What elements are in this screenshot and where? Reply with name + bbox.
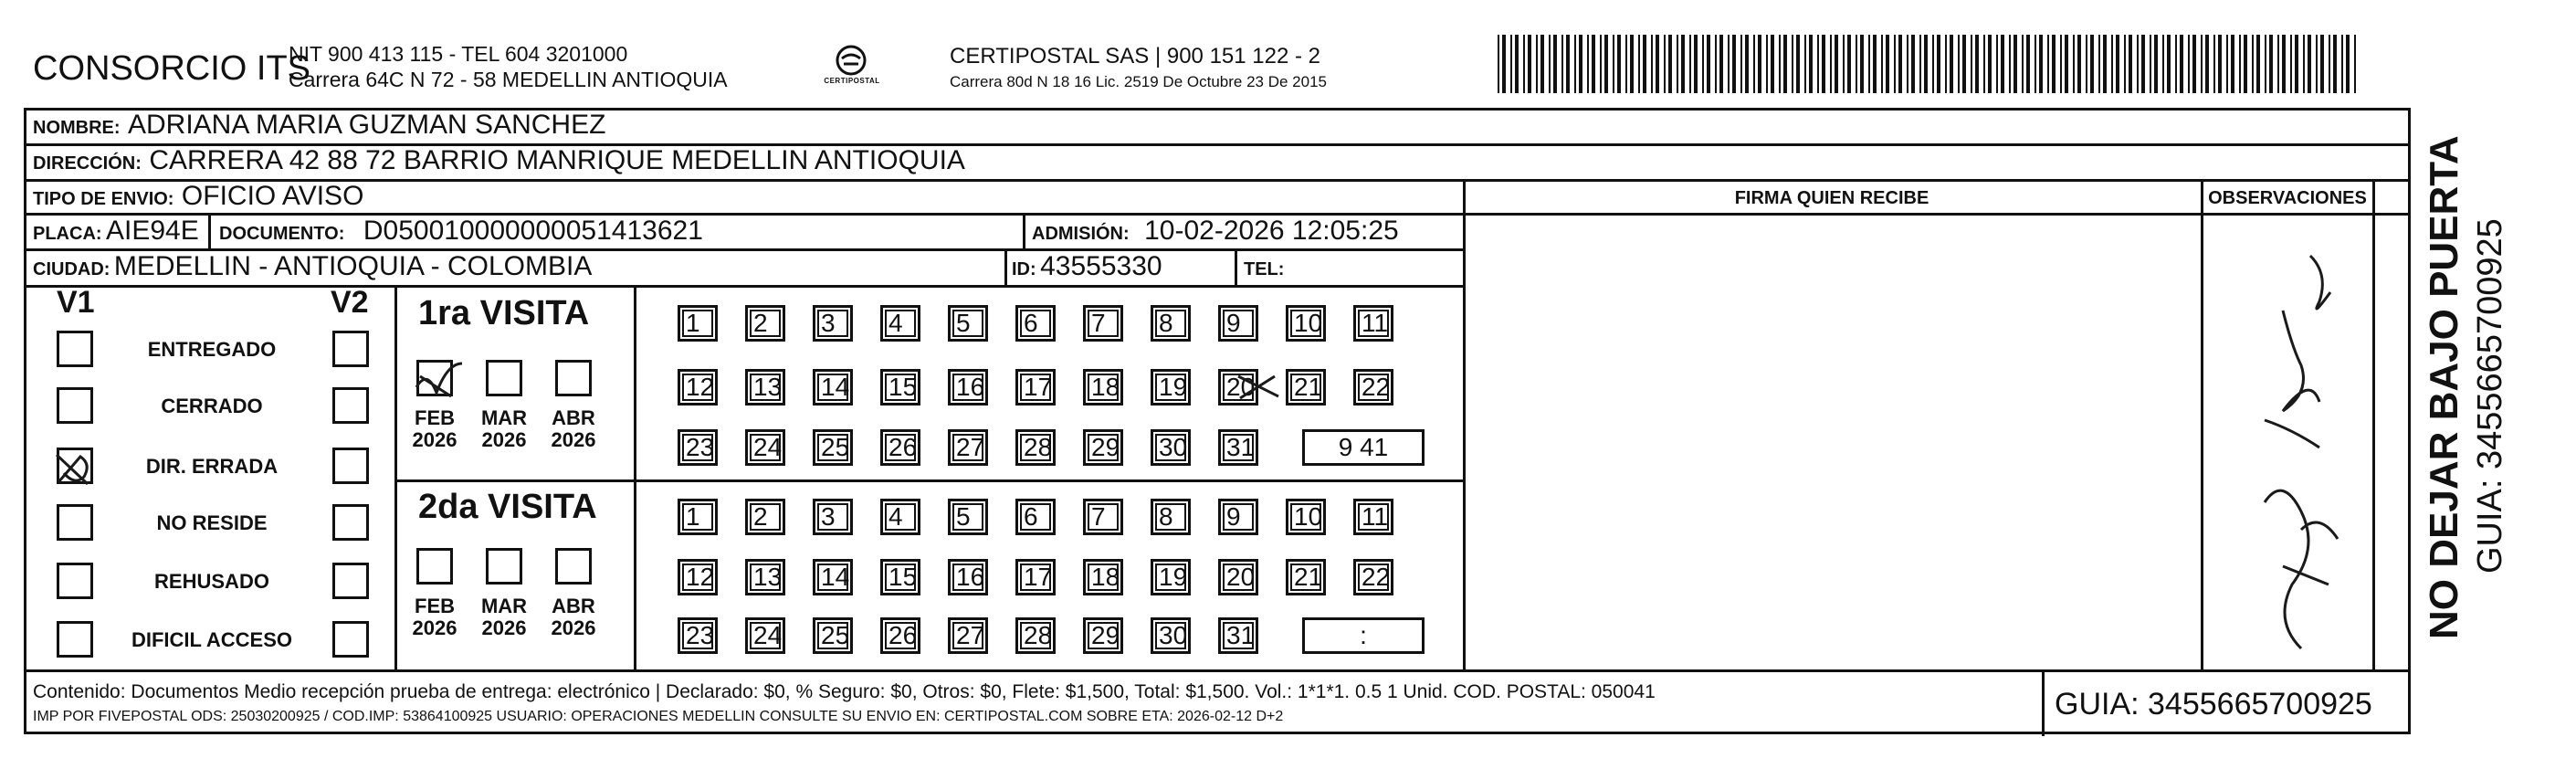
barcode-bar: [2188, 35, 2190, 93]
day-box[interactable]: 6: [1015, 499, 1056, 535]
barcode-bar: [2090, 35, 2094, 93]
month-year: 2026: [551, 428, 596, 451]
tel-label: TEL:: [1244, 259, 1285, 279]
handwritten-check-feb: [411, 360, 466, 406]
company-line-2: Carrera 64C N 72 - 58 MEDELLIN ANTIOQUIA: [289, 68, 728, 91]
day-box[interactable]: 11: [1353, 499, 1393, 535]
barcode-bar: [2162, 35, 2164, 93]
month-name: ABR: [552, 595, 595, 617]
admision-label: ADMISIÓN:: [1032, 224, 1130, 244]
day-box[interactable]: 20: [1218, 559, 1258, 595]
day-box[interactable]: 21: [1286, 559, 1326, 595]
month-year: 2026: [551, 616, 596, 639]
barcode-bar: [2009, 35, 2011, 93]
barcode-bar: [1630, 35, 1634, 93]
day-box[interactable]: 31: [1218, 429, 1258, 466]
status-label: CERRADO: [161, 395, 263, 417]
barcode-bar: [1907, 35, 1908, 93]
day-box[interactable]: 6: [1015, 305, 1056, 342]
day-box[interactable]: 13: [745, 559, 785, 595]
month-name: ABR: [552, 406, 595, 429]
barcode-bar: [1975, 35, 1979, 93]
barcode-bar: [1651, 35, 1653, 93]
barcode-bar: [2303, 35, 2305, 93]
id-label: ID:: [1012, 259, 1036, 279]
barcode-bar: [2244, 35, 2247, 93]
day-box[interactable]: 7: [1083, 499, 1123, 535]
barcode-bar: [2175, 35, 2177, 93]
barcode-bar: [1745, 35, 1749, 93]
documento-value: D050010000000051413621: [363, 216, 703, 246]
nombre-value: ADRIANA MARIA GUZMAN SANCHEZ: [128, 110, 606, 140]
month-label: [407, 595, 462, 639]
placa-value: AIE94E: [106, 216, 199, 246]
barcode-bar: [2060, 35, 2062, 93]
barcode-bar: [1694, 35, 1698, 93]
day-box[interactable]: 28: [1015, 617, 1056, 654]
day-box[interactable]: 15: [880, 369, 920, 406]
barcode-bar: [1502, 35, 1506, 93]
barcode-bar: [2180, 35, 2183, 93]
ciudad-label: CIUDAD:: [33, 259, 110, 279]
v2-checkbox[interactable]: [332, 331, 369, 367]
barcode-bar: [2167, 35, 2171, 93]
barcode-bar: [1613, 35, 1614, 93]
barcode-bar: [1566, 35, 1570, 93]
barcode-bar: [2047, 35, 2049, 93]
barcode-bar: [2239, 35, 2241, 93]
barcode-bar: [1766, 35, 1768, 93]
barcode-bar: [1783, 35, 1787, 93]
barcode-bar: [2316, 35, 2318, 93]
month-checkbox[interactable]: [486, 548, 522, 585]
barcode-bar: [1668, 35, 1672, 93]
barcode-bar: [2213, 35, 2215, 93]
second-visit-title: 2da VISITA: [418, 488, 597, 526]
month-label: [477, 407, 531, 451]
barcode-bar: [2277, 35, 2279, 93]
barcode-bar: [1868, 35, 1870, 93]
barcode-bar: [2231, 35, 2234, 93]
barcode-bar: [1843, 35, 1845, 93]
v2-checkbox[interactable]: [332, 504, 369, 541]
day-box[interactable]: 25: [813, 429, 853, 466]
barcode-bar: [1643, 35, 1646, 93]
nombre-label: NOMBRE:: [33, 118, 121, 138]
v1-checkbox[interactable]: [57, 621, 93, 658]
day-box[interactable]: 11: [1353, 305, 1393, 342]
barcode-bar: [2129, 35, 2132, 93]
barcode-bar: [1510, 35, 1512, 93]
barcode-bar: [2141, 35, 2145, 93]
barcode-bar: [1677, 35, 1678, 93]
barcode-bar: [1753, 35, 1755, 93]
barcode-bar: [1932, 35, 1934, 93]
v1-header: V1: [57, 285, 95, 320]
barcode-bar: [1553, 35, 1557, 93]
barcode-bar: [1860, 35, 1864, 93]
month-checkbox[interactable]: [416, 548, 453, 585]
month-name: FEB: [415, 595, 455, 617]
barcode-bar: [1715, 35, 1717, 93]
day-box[interactable]: 23: [678, 429, 718, 466]
v2-checkbox[interactable]: [332, 387, 369, 424]
barcode-bar: [1600, 35, 1602, 93]
status-label: DIFICIL ACCESO: [131, 628, 292, 651]
barcode-bar: [1574, 35, 1576, 93]
barcode-bar: [1809, 35, 1813, 93]
company-line-1: NIT 900 413 115 - TEL 604 3201000: [289, 42, 628, 66]
certipostal-logo: [824, 40, 878, 95]
barcode-bar: [2022, 35, 2024, 93]
status-label: REHUSADO: [154, 570, 269, 593]
certipostal-logo-text: CERTIPOSTAL: [824, 77, 880, 85]
day-box[interactable]: 1: [678, 305, 718, 342]
certipostal-logo-icon: [824, 40, 878, 95]
barcode-bar: [2103, 35, 2107, 93]
barcode-bar: [1689, 35, 1691, 93]
barcode-bar: [2154, 35, 2158, 93]
tipo-envio-label: TIPO DE ENVIO:: [33, 189, 174, 209]
barcode-bar: [1656, 35, 1659, 93]
barcode-bar: [2295, 35, 2298, 93]
barcode-bar: [1962, 35, 1966, 93]
barcode-bar: [2098, 35, 2100, 93]
barcode-bar: [1771, 35, 1774, 93]
barcode-bar: [2256, 35, 2260, 93]
barcode-bar: [1758, 35, 1761, 93]
day-box[interactable]: 9: [1218, 499, 1258, 535]
barcode-bar: [1536, 35, 1538, 93]
day-box[interactable]: 17: [1015, 369, 1056, 406]
day-box[interactable]: 5: [948, 305, 988, 342]
day-box[interactable]: 16: [948, 369, 988, 406]
tipo-envio-value: OFICIO AVISO: [181, 181, 364, 211]
barcode-bar: [1728, 35, 1730, 93]
month-name: MAR: [480, 595, 528, 617]
barcode-bar: [1604, 35, 1608, 93]
day-box[interactable]: 23: [678, 617, 718, 654]
day-box[interactable]: 8: [1151, 499, 1191, 535]
v2-checkbox[interactable]: [332, 563, 369, 599]
barcode-bar: [1719, 35, 1723, 93]
barcode-bar: [1996, 35, 1998, 93]
time-box[interactable]: 9 41: [1302, 429, 1425, 466]
status-label: DIR. ERRADA: [145, 455, 279, 478]
barcode-bar: [1835, 35, 1838, 93]
day-box[interactable]: 14: [813, 559, 853, 595]
v1-checkbox[interactable]: [57, 504, 93, 541]
barcode-bar: [2124, 35, 2126, 93]
barcode-bar: [2354, 35, 2356, 93]
barcode-bar: [1847, 35, 1851, 93]
id-value: 43555330: [1040, 251, 1162, 281]
day-box[interactable]: 31: [1218, 617, 1258, 654]
day-box[interactable]: 12: [678, 369, 718, 406]
barcode-bar: [1937, 35, 1940, 93]
month-year: 2026: [412, 616, 457, 639]
day-box[interactable]: 10: [1286, 499, 1326, 535]
footer-imp-line: IMP POR FIVEPOSTAL ODS: 25030200925 / COD.IMP: 53864100925 USUARIO: OPERACIONES MEDELLIN CONSULTE SU ENVIO EN: CERTIPOSTAL.COM SOBRE ETA: 2026-02-12 D+2: [33, 709, 1284, 724]
barcode-bar: [1911, 35, 1915, 93]
month-year: 2026: [481, 616, 527, 639]
barcode-bar: [2269, 35, 2273, 93]
handwritten-check-dir-errada: [51, 448, 97, 491]
barcode-bar: [2065, 35, 2068, 93]
barcode-bar: [2137, 35, 2139, 93]
firma-header: FIRMA QUIEN RECIBE: [1734, 188, 1929, 208]
barcode-bar: [1792, 35, 1793, 93]
admision-value: 10-02-2026 12:05:25: [1144, 216, 1399, 246]
barcode-bar: [2226, 35, 2228, 93]
certipostal-line-1: CERTIPOSTAL SAS | 900 151 122 - 2: [950, 44, 1320, 68]
day-box[interactable]: 29: [1083, 429, 1123, 466]
day-box[interactable]: 27: [948, 617, 988, 654]
barcode-bar: [2252, 35, 2254, 93]
barcode-bar: [2001, 35, 2004, 93]
barcode-bar: [2192, 35, 2196, 93]
barcode-bar: [1592, 35, 1595, 93]
barcode-bar: [2035, 35, 2036, 93]
barcode-bar: [2205, 35, 2209, 93]
day-box[interactable]: 10: [1286, 305, 1326, 342]
barcode-bar: [2290, 35, 2292, 93]
v1-checkbox[interactable]: [57, 563, 93, 599]
barcode-bar: [1498, 35, 1499, 93]
day-box[interactable]: 8: [1151, 305, 1191, 342]
barcode-bar: [1804, 35, 1806, 93]
month-year: 2026: [412, 428, 457, 451]
barcode-bar: [1587, 35, 1589, 93]
first-visit-title: 1ra VISITA: [418, 294, 590, 332]
day-box[interactable]: 13: [745, 369, 785, 406]
day-box[interactable]: 16: [948, 559, 988, 595]
day-box[interactable]: 12: [678, 559, 718, 595]
barcode-bar: [1988, 35, 1992, 93]
barcode: [1498, 35, 2365, 93]
month-label: [407, 407, 462, 451]
barcode-bar: [1702, 35, 1704, 93]
day-box[interactable]: 1: [678, 499, 718, 535]
day-box[interactable]: 20: [1218, 369, 1258, 406]
day-box[interactable]: 9: [1218, 305, 1258, 342]
barcode-bar: [2308, 35, 2311, 93]
barcode-bar: [2026, 35, 2030, 93]
barcode-bar: [1945, 35, 1947, 93]
barcode-bar: [2073, 35, 2075, 93]
status-label: NO RESIDE: [156, 511, 268, 534]
barcode-bar: [1898, 35, 1902, 93]
barcode-bar: [2039, 35, 2043, 93]
barcode-bar: [1707, 35, 1710, 93]
month-name: MAR: [480, 406, 528, 429]
barcode-bar: [1894, 35, 1896, 93]
barcode-bar: [1617, 35, 1621, 93]
month-label: [477, 595, 531, 639]
barcode-bar: [1817, 35, 1819, 93]
ciudad-value: MEDELLIN - ANTIOQUIA - COLOMBIA: [113, 251, 593, 281]
side-guia: GUIA: 3455665700925: [2471, 218, 2509, 574]
barcode-bar: [1528, 35, 1531, 93]
v1-checkbox[interactable]: [57, 387, 93, 424]
v1-checkbox[interactable]: [57, 331, 93, 367]
barcode-bar: [2116, 35, 2119, 93]
footer-content-line: Contenido: Documentos Medio recepción prueba de entrega: electrónico | Declarado: $0, % Seguro: $0, Otros: $0, Flete: $1,500, Total: $1,500. Vol.: 1*1*1. 0.5 1 Unid. COD. POSTAL: 050041: [33, 681, 1656, 702]
barcode-bar: [1856, 35, 1857, 93]
day-box[interactable]: 27: [948, 429, 988, 466]
handwritten-day-20: [1235, 369, 1286, 406]
barcode-bar: [2218, 35, 2222, 93]
barcode-bar: [2265, 35, 2266, 93]
barcode-bar: [1625, 35, 1627, 93]
day-box[interactable]: 15: [880, 559, 920, 595]
certipostal-line-2: Carrera 80d N 18 16 Lic. 2519 De Octubre 23 De 2015: [950, 73, 1327, 90]
day-box[interactable]: 17: [1015, 559, 1056, 595]
barcode-bar: [1924, 35, 1928, 93]
barcode-bar: [2346, 35, 2350, 93]
barcode-bar: [1881, 35, 1883, 93]
barcode-bar: [1822, 35, 1825, 93]
direccion-value: CARRERA 42 88 72 BARRIO MANRIQUE MEDELLIN ANTIOQUIA: [149, 145, 965, 175]
month-year: 2026: [481, 428, 527, 451]
day-box[interactable]: 24: [745, 429, 785, 466]
day-box[interactable]: 4: [880, 305, 920, 342]
barcode-bar: [1958, 35, 1960, 93]
barcode-bar: [1540, 35, 1544, 93]
barcode-bar: [1740, 35, 1742, 93]
barcode-bar: [1950, 35, 1953, 93]
day-box[interactable]: 3: [813, 499, 853, 535]
barcode-bar: [2341, 35, 2343, 93]
direccion-label: DIRECCIÓN:: [33, 153, 142, 174]
month-checkbox[interactable]: [555, 360, 592, 396]
day-box[interactable]: 22: [1353, 369, 1393, 406]
month-label: [546, 407, 601, 451]
barcode-bar: [1779, 35, 1781, 93]
day-box[interactable]: 2: [745, 305, 785, 342]
day-box[interactable]: 30: [1151, 429, 1191, 466]
barcode-bar: [2320, 35, 2324, 93]
barcode-bar: [1523, 35, 1525, 93]
recipient-signature: [2228, 237, 2365, 667]
barcode-bar: [2111, 35, 2113, 93]
barcode-bar: [1664, 35, 1666, 93]
day-box[interactable]: 21: [1286, 369, 1326, 406]
day-box[interactable]: 14: [813, 369, 853, 406]
barcode-bar: [2329, 35, 2330, 93]
month-checkbox[interactable]: [555, 548, 592, 585]
barcode-bar: [1549, 35, 1551, 93]
barcode-bar: [1886, 35, 1889, 93]
day-box[interactable]: 28: [1015, 429, 1056, 466]
barcode-bar: [1515, 35, 1519, 93]
day-box[interactable]: 25: [813, 617, 853, 654]
barcode-bar: [2201, 35, 2203, 93]
day-box[interactable]: 30: [1151, 617, 1191, 654]
day-box[interactable]: 5: [948, 499, 988, 535]
day-box[interactable]: 26: [880, 617, 920, 654]
day-box[interactable]: 19: [1151, 369, 1191, 406]
barcode-bar: [1561, 35, 1563, 93]
v2-header: V2: [331, 285, 369, 320]
day-box[interactable]: 29: [1083, 617, 1123, 654]
barcode-bar: [2150, 35, 2151, 93]
month-name: FEB: [415, 406, 455, 429]
status-label: ENTREGADO: [147, 338, 277, 361]
company-name: CONSORCIO ITS: [33, 49, 311, 88]
barcode-bar: [1919, 35, 1921, 93]
day-box[interactable]: 19: [1151, 559, 1191, 595]
footer-guia: GUIA: 3455665700925: [2055, 687, 2372, 722]
month-label: [546, 595, 601, 639]
documento-label: DOCUMENTO:: [219, 224, 345, 244]
day-box[interactable]: 4: [880, 499, 920, 535]
time-box[interactable]: :: [1302, 617, 1425, 654]
barcode-bar: [1732, 35, 1736, 93]
v2-checkbox[interactable]: [332, 621, 369, 658]
barcode-bar: [2077, 35, 2081, 93]
day-box[interactable]: 24: [745, 617, 785, 654]
barcode-bar: [1971, 35, 1972, 93]
day-box[interactable]: 18: [1083, 559, 1123, 595]
day-box[interactable]: 22: [1353, 559, 1393, 595]
day-box[interactable]: 18: [1083, 369, 1123, 406]
placa-label: PLACA:: [33, 224, 102, 244]
day-box[interactable]: 26: [880, 429, 920, 466]
barcode-bar: [1638, 35, 1640, 93]
barcode-bar: [1579, 35, 1582, 93]
side-warning: NO DEJAR BAJO PUERTA: [2422, 135, 2466, 639]
barcode-bar: [1681, 35, 1685, 93]
day-box[interactable]: 2: [745, 499, 785, 535]
barcode-bar: [1983, 35, 1985, 93]
barcode-bar: [2282, 35, 2286, 93]
barcode-bar: [2052, 35, 2056, 93]
v2-checkbox[interactable]: [332, 448, 369, 484]
day-box[interactable]: 7: [1083, 305, 1123, 342]
barcode-bar: [1830, 35, 1832, 93]
barcode-bar: [1796, 35, 1800, 93]
barcode-bar: [1873, 35, 1877, 93]
barcode-bar: [2333, 35, 2337, 93]
day-box[interactable]: 3: [813, 305, 853, 342]
observaciones-header: OBSERVACIONES: [2208, 188, 2367, 208]
month-checkbox[interactable]: [486, 360, 522, 396]
barcode-bar: [2086, 35, 2087, 93]
barcode-bar: [2013, 35, 2017, 93]
